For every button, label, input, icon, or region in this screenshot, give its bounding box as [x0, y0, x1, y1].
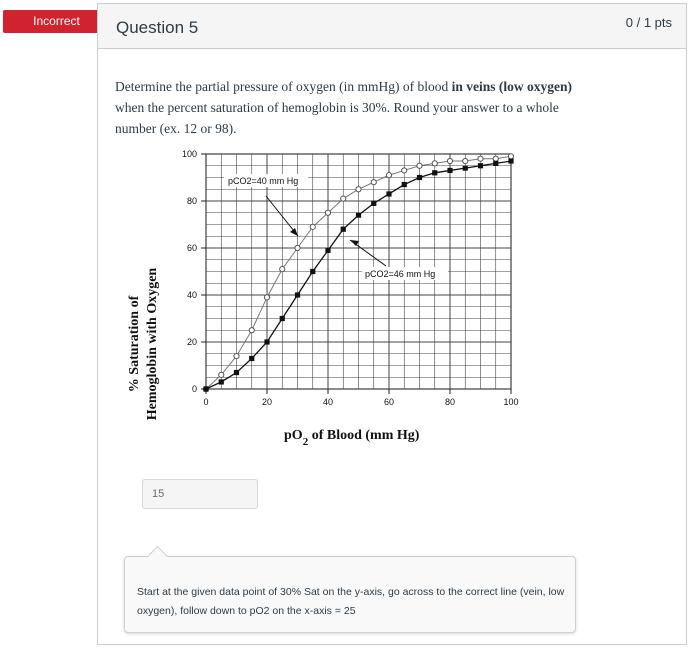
data-point-pco2-40 [371, 180, 376, 185]
annotation-pco2-40: pCO2=40 mm Hg [228, 176, 299, 186]
data-point-pco2-40 [264, 295, 269, 300]
x-tick-label: 60 [383, 397, 395, 407]
question-card [97, 3, 687, 645]
data-point-pco2-46 [280, 316, 285, 321]
data-point-pco2-40 [310, 224, 315, 229]
question-text-bold: in veins (low oxygen) [451, 79, 573, 94]
y-tick-label: 100 [181, 149, 197, 159]
x-tick-label: 40 [322, 397, 334, 407]
data-point-pco2-46 [341, 227, 346, 232]
data-point-pco2-40 [402, 168, 407, 173]
x-axis-label-main: pO [284, 428, 303, 443]
data-point-pco2-46 [402, 182, 407, 187]
y-tick-label: 40 [186, 290, 197, 300]
y-axis-label-line1: % Saturation of [127, 295, 142, 393]
data-point-pco2-40 [325, 210, 330, 215]
data-point-pco2-46 [386, 191, 391, 196]
data-point-pco2-46 [432, 170, 437, 175]
data-point-pco2-46 [463, 166, 468, 171]
status-badge: Incorrect [3, 10, 110, 33]
data-point-pco2-40 [280, 267, 285, 272]
y-axis-label-line2: Hemoglobin with Oxygen [145, 267, 160, 421]
y-tick-label: 60 [186, 243, 197, 253]
oxygen-dissociation-chart [118, 144, 538, 454]
data-point-pco2-46 [310, 269, 315, 274]
data-point-pco2-46 [356, 213, 361, 218]
data-point-pco2-40 [463, 158, 468, 163]
data-point-pco2-40 [432, 161, 437, 166]
data-point-pco2-40 [508, 154, 513, 159]
feedback-comment [124, 556, 576, 633]
x-tick-label: 0 [203, 397, 209, 407]
data-point-pco2-46 [325, 248, 330, 253]
data-point-pco2-46 [371, 201, 376, 206]
data-point-pco2-46 [219, 379, 224, 384]
x-axis-label-sub: 2 [302, 436, 309, 448]
question-header [98, 4, 686, 49]
answer-input[interactable] [142, 479, 258, 509]
data-point-pco2-40 [341, 196, 346, 201]
data-point-pco2-46 [447, 168, 452, 173]
y-tick-label: 0 [191, 384, 197, 394]
x-tick-label: 20 [261, 397, 273, 407]
data-point-pco2-40 [493, 156, 498, 161]
y-tick-label: 80 [186, 196, 197, 206]
question-text-after: when the percent saturation of hemoglobin is 30%. Round your answer to a whole number (ex. 12 or 98). [115, 100, 559, 136]
answer-value: 15 [152, 488, 165, 500]
question-text [115, 76, 585, 139]
x-tick-label: 100 [503, 397, 519, 407]
data-point-pco2-40 [295, 245, 300, 250]
data-point-pco2-46 [203, 386, 208, 391]
data-point-pco2-40 [386, 173, 391, 178]
data-point-pco2-40 [356, 187, 361, 192]
data-point-pco2-40 [249, 328, 254, 333]
question-text-before: Determine the partial pressure of oxygen (in mmHg) of blood [115, 79, 452, 94]
question-points: 0 / 1 pts [625, 15, 672, 30]
comment-pointer [147, 546, 168, 567]
data-point-pco2-46 [417, 175, 422, 180]
data-point-pco2-46 [249, 356, 254, 361]
data-point-pco2-46 [234, 370, 239, 375]
x-axis-label-rest: of Blood (mm Hg) [308, 428, 420, 443]
data-point-pco2-46 [478, 163, 483, 168]
x-axis-label [284, 428, 420, 448]
data-point-pco2-46 [493, 161, 498, 166]
data-point-pco2-46 [295, 292, 300, 297]
data-point-pco2-40 [219, 372, 224, 377]
question-title: Question 5 [116, 18, 199, 37]
y-tick-label: 20 [186, 337, 197, 347]
data-point-pco2-40 [478, 156, 483, 161]
data-point-pco2-40 [234, 354, 239, 359]
data-point-pco2-40 [417, 163, 422, 168]
comment-text: Start at the given data point of 30% Sat on the y-axis, go across to the correct line (vein, low oxygen), follow down to pO2 on the x-axis = 25 [137, 586, 565, 617]
data-point-pco2-40 [447, 158, 452, 163]
data-point-pco2-46 [508, 158, 513, 163]
data-point-pco2-46 [264, 339, 269, 344]
x-tick-label: 80 [444, 397, 456, 407]
annotation-pco2-46: pCO2=46 mm Hg [365, 269, 436, 279]
